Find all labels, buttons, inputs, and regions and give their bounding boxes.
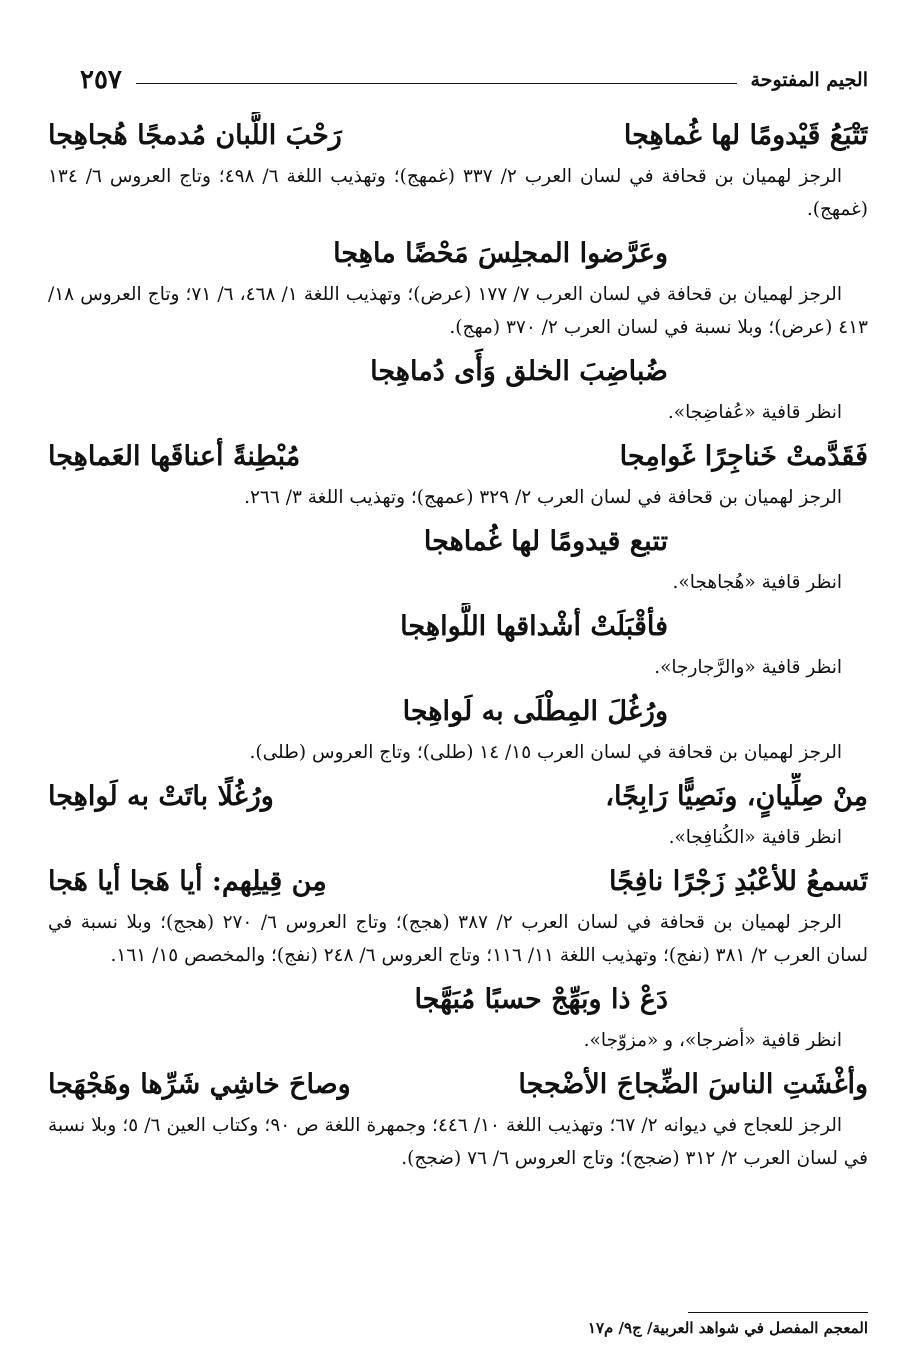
running-header (80, 62, 868, 98)
verse-line (48, 433, 868, 481)
verse-line: فأقْبَلَتْ أشْداقها اللَّواهِجا (400, 611, 668, 642)
verse-line (48, 773, 868, 821)
page-number: ٢٥٧ (80, 65, 122, 95)
verse-line: ورُغُلَ المِطْلَى به لَواهِجا (402, 696, 668, 727)
verse-line: دَعْ ذا وبَهِّجْ حسبًا مُبَهَّجا (414, 984, 668, 1015)
verse-line: وعَرَّضوا المجلِسَ مَحْضًا ماهِجا (333, 238, 668, 269)
page-content (48, 112, 868, 1179)
source-note: الرجز لهميان بن قحافة في لسان العرب ٢/ ٣٨٧ (هجج)؛ وتاج العروس ٦/ ٢٧٠ (هجج)؛ وبلا نسبة في لسان العرب ٢/ ٣٨١ (نفج)؛ وتهذيب اللغة ١١/ ١١٦؛ وتاج العروس ٦/ ٢٤٨ (نفج)؛ والمخصص ١٥/ ١٦١. (48, 912, 868, 966)
verse-hemistich-second: مِن قِيلِهم: أيا هَجا أيا هَجا (48, 866, 327, 897)
header-rule (136, 83, 737, 84)
verse-hemistich-second: مُبْطِنةً أعناقَها العَماهِجا (48, 441, 301, 472)
verse-hemistich-first: فَقَدَّمتْ خَناجِرًا غَوامِجا (619, 441, 868, 472)
source-note: الرجز لهميان بن قحافة في لسان العرب ٢/ ٣٣٧ (غمهج)؛ وتهذيب اللغة ٦/ ٤٩٨؛ وتاج العروس ٦/ ١٣٤ (غمهج). (48, 166, 868, 220)
verse-line: ضُباضِبَ الخلق وَأَى دُماهِجا (370, 356, 668, 387)
source-note: الرجز لهميان بن قحافة في لسان العرب ٧/ ١٧٧ (عرض)؛ وتهذيب اللغة ١/ ٤٦٨، ٦/ ٧١؛ وتاج العروس ١٨/ ٤١٣ (عرض)؛ وبلا نسبة في لسان العرب ٢/ ٣٧٠ (مهج). (48, 284, 868, 338)
section-title: الجيم المفتوحة (750, 69, 868, 91)
cross-reference: انظر قافية «هُجاهجا». (672, 572, 842, 593)
verse-line (48, 1061, 868, 1109)
verse-hemistich-second: رَحْبَ اللَّبان مُدمجًا هُجاهِجا (48, 120, 342, 151)
cross-reference: انظر قافية «والرَّجارجا». (654, 657, 842, 678)
verse-hemistich-first: وأغْشَتِ الناسَ الضِّجاجَ الأضْججا (518, 1069, 868, 1100)
verse-hemistich-first: تَسمعُ للأعْبُدِ زَجْرًا نافِجًا (609, 866, 868, 897)
verse-hemistich-second: وصاحَ خاشِي شَرِّها وهَجْهَجا (48, 1069, 351, 1100)
cross-reference: انظر قافية «الكُنافِجا». (668, 827, 842, 848)
verse-hemistich-first: تَتْبَعُ قَيْدومًا لها غُماهِجا (623, 120, 868, 151)
verse-hemistich-first: مِنْ صِلِّيانٍ، ونَصِيًّا رَابِجًا، (605, 781, 868, 812)
verse-line (48, 858, 868, 906)
verse-line: تتبع قيدومًا لها غُماهجا (423, 526, 668, 557)
verse-line (48, 112, 868, 160)
source-note: الرجز لهميان بن قحافة في لسان العرب ١٥/ ١٤ (طلى)؛ وتاج العروس (طلى). (249, 742, 842, 763)
page-footer (588, 1312, 868, 1337)
footer-rule (688, 1312, 868, 1313)
cross-reference: انظر قافية «أضرجا»، و «مزوّجا». (583, 1030, 842, 1051)
source-note: الرجز للعجاج في ديوانه ٢/ ٦٧؛ وتهذيب اللغة ١٠/ ٤٤٦؛ وجمهرة اللغة ص ٩٠؛ وكتاب العين ٦/ ٥؛ وبلا نسبة في لسان العرب ٢/ ٣١٢ (ضجج)؛ وتاج العروس ٦/ ٧٦ (ضجج). (48, 1115, 868, 1169)
cross-reference: انظر قافية «عُفاضِجا». (667, 402, 842, 423)
verse-hemistich-second: ورُغُلًا باتَتْ به لَواهِجا (48, 781, 274, 812)
source-note: الرجز لهميان بن قحافة في لسان العرب ٢/ ٣٢٩ (عمهج)؛ وتهذيب اللغة ٣/ ٢٦٦. (244, 487, 842, 508)
footer-signature: المعجم المفصل في شواهد العربية/ ج٩/ م١٧ (587, 1319, 868, 1337)
